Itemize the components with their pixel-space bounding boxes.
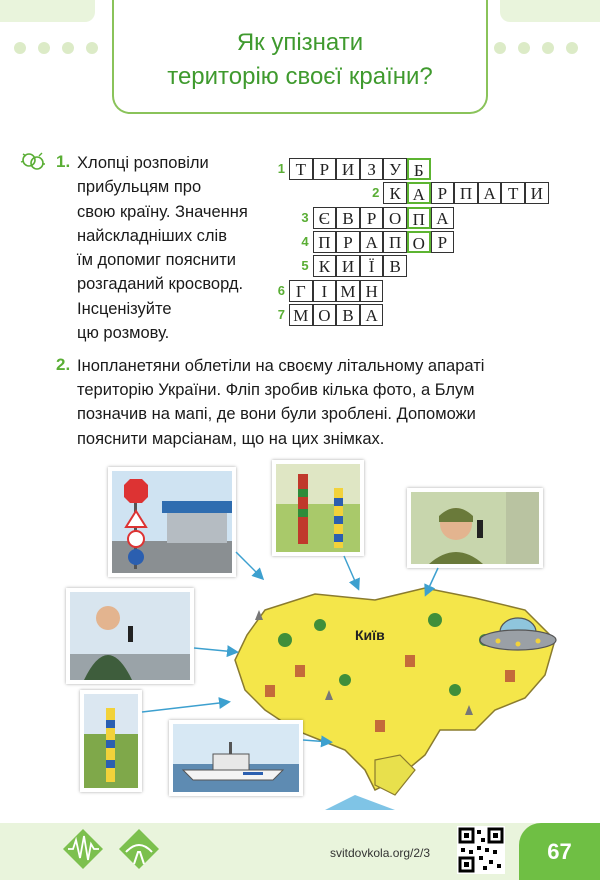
crossword-cell: Р: [313, 158, 337, 180]
page-number: 67: [519, 823, 600, 880]
crossword-row-number: 3: [301, 209, 309, 225]
crossword-cell: А: [431, 207, 455, 229]
crossword-row-number: 1: [277, 161, 285, 176]
crossword-row-number: 7: [277, 306, 285, 322]
crossword-cell: В: [383, 255, 407, 277]
crossword-key-cell: Б: [407, 158, 431, 180]
crossword-cell: Р: [336, 231, 360, 253]
crossword-cell: І: [313, 280, 337, 302]
crossword-cell: Т: [501, 182, 525, 204]
task1-number: 1.: [56, 152, 71, 171]
crossword-cell: Н: [360, 280, 384, 302]
crossword-cell: Р: [360, 207, 384, 229]
crossword-cell: Ї: [360, 255, 384, 277]
crossword-cell: К: [313, 255, 337, 277]
crossword-cell: М: [336, 280, 360, 302]
crossword-key-cell: О: [407, 231, 431, 253]
crossword-cell: О: [383, 207, 407, 229]
footer-url[interactable]: svitdovkola.org/2/3: [330, 846, 431, 860]
crossword-cell: И: [336, 255, 360, 277]
crossword-cell: В: [336, 304, 360, 326]
crossword-cell: Р: [431, 182, 455, 204]
crossword-key-cell: П: [407, 207, 431, 229]
crossword-cell: Т: [289, 158, 313, 180]
crossword-cell: И: [336, 158, 360, 180]
sound-wave-icon: [58, 826, 108, 872]
crossword-cell: В: [336, 207, 360, 229]
page-title-line2: територію своєї країни?: [167, 63, 433, 90]
crossword-cell: А: [478, 182, 502, 204]
crossword-cell: Є: [313, 207, 337, 229]
crossword-row-number: 4: [301, 233, 309, 249]
crossword-cell: У: [383, 158, 407, 180]
crossword-cell: З: [360, 158, 384, 180]
crossword-key-cell: А: [407, 182, 431, 204]
crossword-cell: И: [525, 182, 549, 204]
crossword-cell: П: [454, 182, 478, 204]
crossword-cell: П: [313, 231, 337, 253]
road-bridge-icon: [114, 826, 164, 872]
task2-number: 2.: [56, 355, 71, 374]
crossword-cell: К: [383, 182, 407, 204]
crossword-cell: П: [383, 231, 407, 253]
crossword-row-number: 5: [301, 258, 309, 274]
crossword-cell: Р: [431, 231, 455, 253]
crossword-cell: О: [313, 304, 337, 326]
crossword-cell: Г: [289, 280, 313, 302]
page-title-line1: Як упізнати: [236, 29, 364, 56]
task2-text: Інопланетяни облетіли на своєму літальному апараті територію України. Фліп зробив кілька фото, а Блум позначив на мапі, де вони були зроблені. Допоможи пояснити марсіанам, що на цих знімках.: [77, 357, 485, 448]
crossword-cell: А: [360, 231, 384, 253]
map-capital-label: Київ: [355, 627, 385, 643]
crossword-cell: А: [360, 304, 384, 326]
crossword-cell: М: [289, 304, 313, 326]
task1-text: Хлопці розповіли прибульцям про свою країну. Значення найскладніших слів їм допомиг пояснити розгаданий кросворд. Інсценізуйте цю розмову.: [77, 154, 248, 343]
crossword-row-number: 2: [372, 185, 380, 201]
crossword-row-number: 6: [277, 282, 285, 298]
qr-code-icon[interactable]: [457, 826, 505, 874]
